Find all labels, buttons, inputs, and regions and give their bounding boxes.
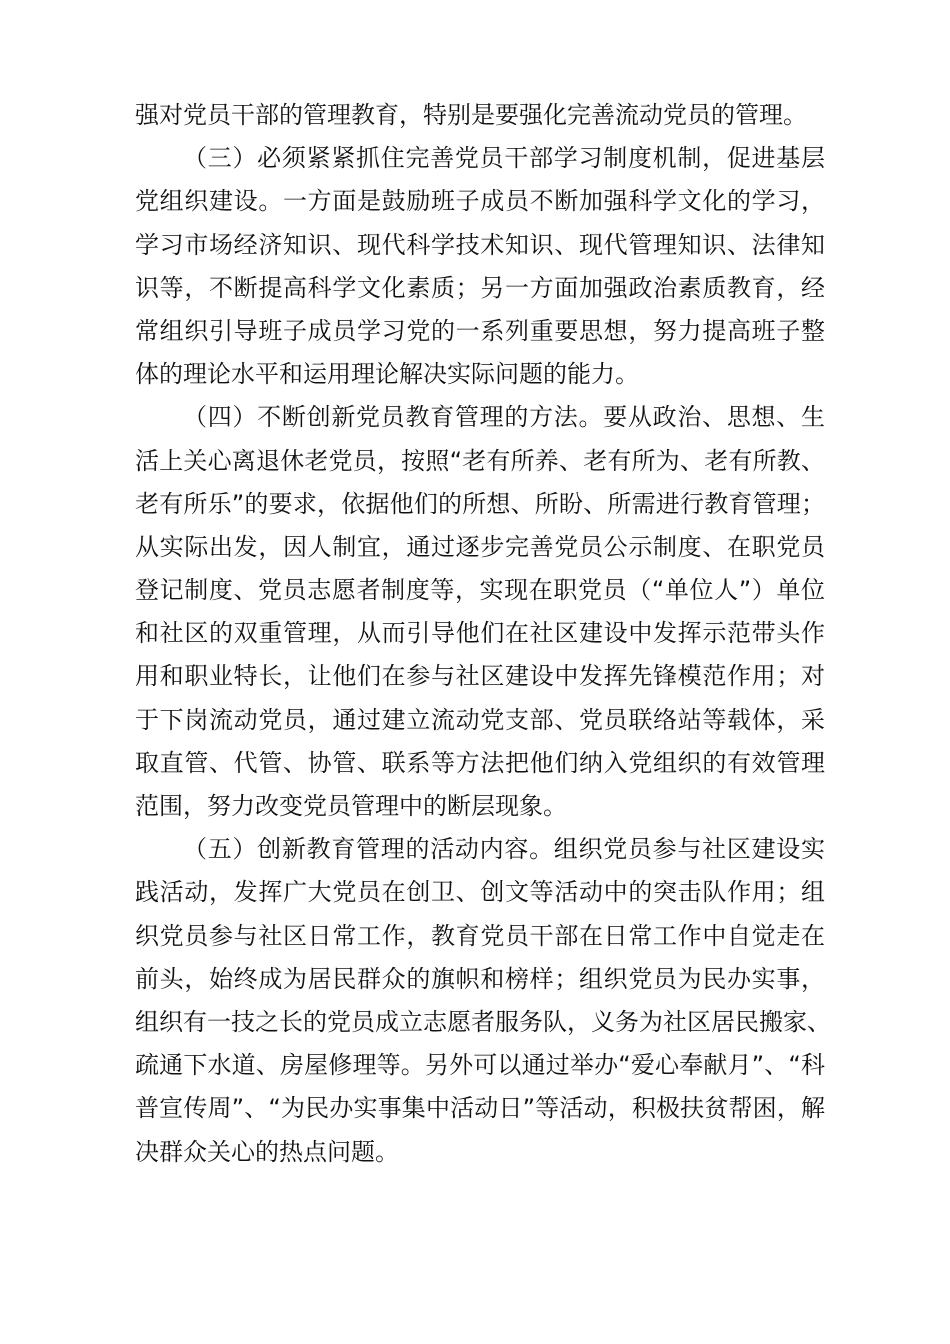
- text-line: （五）创新教育管理的活动内容。组织党员参与社区建设实: [183, 835, 825, 864]
- text-line: 用和职业特长，让他们在参与社区建设中发挥先锋模范作用；对: [135, 662, 825, 691]
- text-line: 学习市场经济知识、现代科学技术知识、现代管理知识、法律知: [135, 230, 825, 259]
- text-line: 普宣传周”、“为民办实事集中活动日”等活动，积极扶贫帮困，解: [135, 1094, 825, 1123]
- text-line: 践活动，发挥广大党员在创卫、创文等活动中的突击队作用；组: [135, 878, 825, 907]
- text-line: 常组织引导班子成员学习党的一系列重要思想，努力提高班子整: [135, 316, 825, 345]
- text-line: （四）不断创新党员教育管理的方法。要从政治、思想、生: [183, 403, 825, 432]
- text-line: 登记制度、党员志愿者制度等，实现在职党员（“单位人”）单位: [135, 576, 825, 605]
- text-line: 取直管、代管、协管、联系等方法把他们纳入党组织的有效管理: [135, 748, 825, 777]
- text-line: 决群众关心的热点问题。: [135, 1137, 399, 1166]
- text-line: 体的理论水平和运用理论解决实际问题的能力。: [135, 360, 639, 389]
- text-line: 活上关心离退休老党员，按照“老有所养、老有所为、老有所教、: [135, 446, 825, 475]
- document-body: [135, 94, 831, 1174]
- text-line: 和社区的双重管理，从而引导他们在社区建设中发挥示范带头作: [135, 619, 825, 648]
- text-line: 范围，努力改变党员管理中的断层现象。: [135, 792, 567, 820]
- text-line: 前头，始终成为居民群众的旗帜和榜样；组织党员为民办实事，: [135, 964, 825, 993]
- text-line: 强对党员干部的管理教育，特别是要强化完善流动党员的管理。: [135, 101, 807, 129]
- text-line: 组织有一技之长的党员成立志愿者服务队，义务为社区居民搬家、: [135, 1007, 831, 1036]
- text-line: 识等，不断提高科学文化素质；另一方面加强政治素质教育，经: [135, 273, 825, 302]
- text-line: 党组织建设。一方面是鼓励班子成员不断加强科学文化的学习，: [135, 187, 825, 216]
- text-line: 从实际出发，因人制宜，通过逐步完善党员公示制度、在职党员: [135, 532, 825, 561]
- text-line: （三）必须紧紧抓住完善党员干部学习制度机制，促进基层: [183, 144, 825, 173]
- text-line: 疏通下水道、房屋修理等。另外可以通过举办“爱心奉献月”、“科: [135, 1051, 825, 1080]
- text-line: 老有所乐”的要求，依据他们的所想、所盼、所需进行教育管理；: [135, 489, 825, 518]
- text-line: 于下岗流动党员，通过建立流动党支部、党员联络站等载体，采: [135, 705, 825, 734]
- text-line: 织党员参与社区日常工作，教育党员干部在日常工作中自觉走在: [135, 921, 825, 950]
